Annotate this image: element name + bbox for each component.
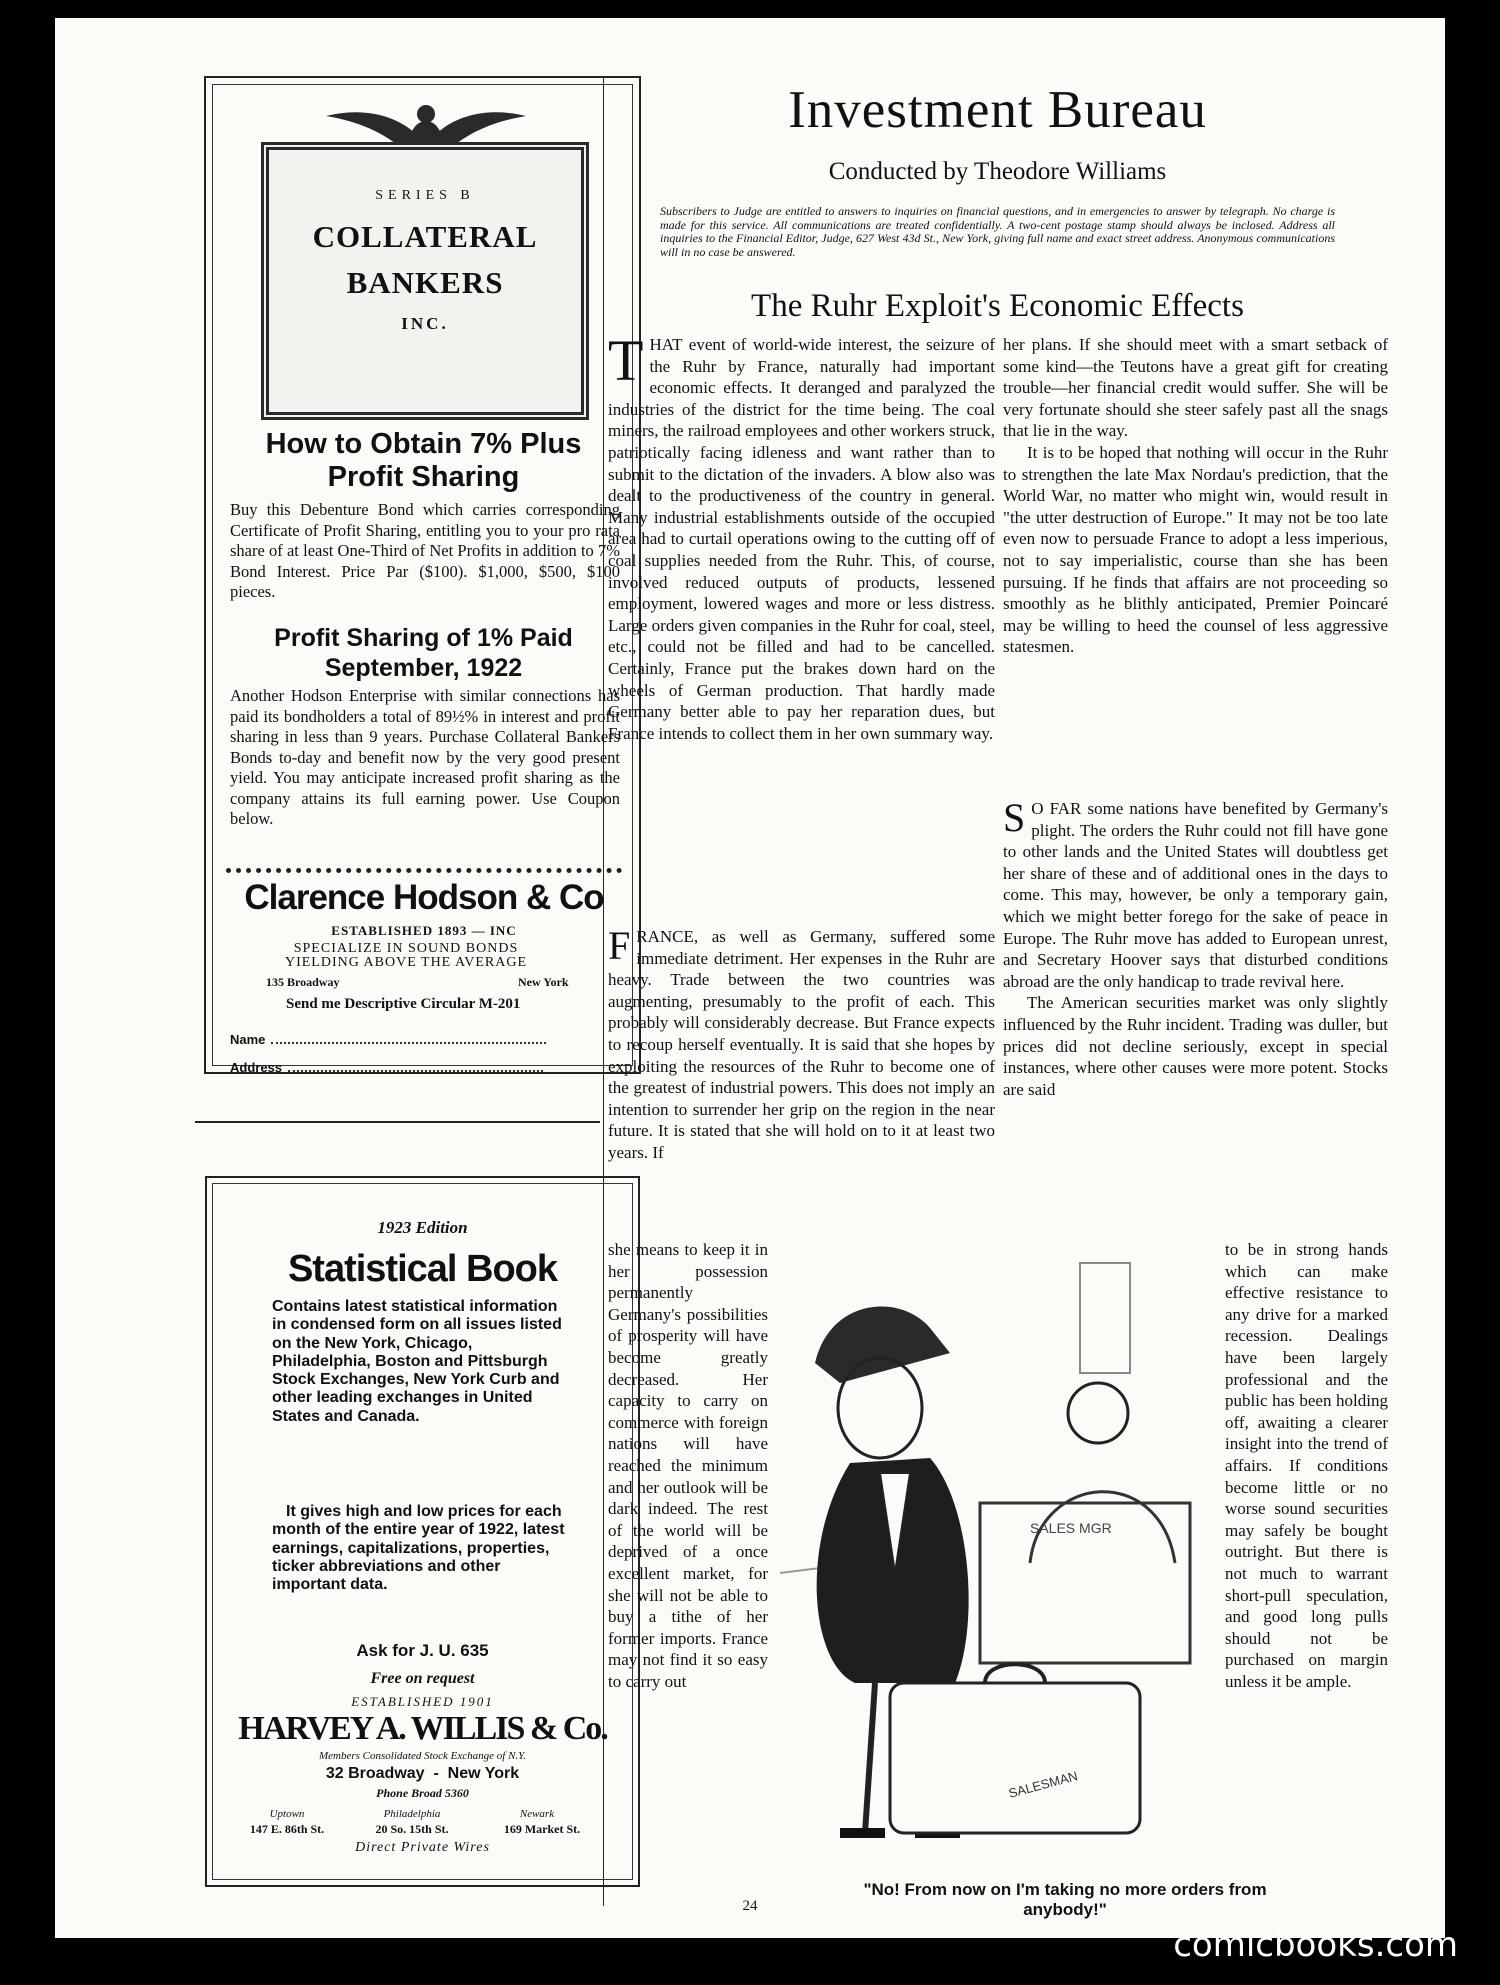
paragraph: It is to be hoped that nothing will occur in the Ruhr to strengthen the late Max Nordau's prediction, that the World War, no matter who might win, would result in "the utter destruction of Europe." It may not be too late even now to persuade France to adopt a less imperious, not to say imperialistic, course than she has been pursuing. If he finds that affairs are not proceeding so smoothly as he blithly anticipated, Premier Poincaré may be willing to heed the counsel of less aggressive statesmen.: [1003, 442, 1388, 657]
ad-body-2: Another Hodson Enterprise with similar connections has paid its bondholders a total of 89½% in interest and profit sharing in less than 9 years. Purchase Collateral Bankers Bonds to-day and benefit now by the very good present yield. You may anticipate increased profit sharing as the company attains its full earning power. Use Coupon below.: [230, 686, 620, 828]
ad2-ask: Ask for J. U. 635: [356, 1641, 489, 1660]
watermark: comicbooks.com: [1173, 1925, 1458, 1965]
ad-body-1: Buy this Debenture Bond which carries corresponding Certificate of Profit Sharing, entitling you to your pro rata share of at least One-Third of Net Profits in addition to 7% Bond Interest. Price Par ($100). $1,000, $500, $100 pieces.: [230, 500, 620, 601]
statistical-book-ad: [205, 1176, 640, 1887]
ad2-address: 32 Broadway - New York: [325, 1765, 520, 1782]
ad2-branch-label-2: Philadelphia: [383, 1808, 441, 1820]
paragraph: The American securities market was only slightly influenced by the Ruhr incident. Trading was duller, but prices did not decline seriously, except in special instances, where other causes were more potent. Stocks are said: [1003, 993, 1388, 1099]
article-column-2-part-2: [1003, 795, 1388, 1100]
article-column-1-narrow: [608, 1239, 768, 1692]
article-column-2: [1003, 334, 1388, 658]
address-label: Address: [230, 1060, 283, 1075]
ad2-wires: Direct Private Wires: [355, 1840, 490, 1855]
ad2-title: Statistical Book: [287, 1248, 558, 1290]
drop-cap: F: [608, 923, 631, 968]
subscriber-notice: Subscribers to Judge are entitled to answers to inquiries on financial questions, and in emergencies to answer by telegraph. No charge is made for this service. All communications are treated confidentially. A two-cent postage stamp should always be inclosed. Address all inquiries to the Financial Editor, Judge, 627 West 43d St., New York, giving full name and exact street address. Anonymous communications will in no case be answered.: [660, 204, 1335, 259]
firm-address-left: 135 Broadway: [266, 975, 340, 989]
coupon-address-field[interactable]: [230, 1060, 543, 1075]
article-column-2-narrow: [1225, 1239, 1388, 1692]
ad2-phone: Phone Broad 5360: [376, 1786, 469, 1800]
ad2-established: ESTABLISHED 1901: [351, 1694, 494, 1709]
firm-established: ESTABLISHED 1893 — INC: [331, 923, 517, 938]
byline: Conducted by Theodore Williams: [828, 158, 1167, 185]
banner-series: SERIES B: [375, 188, 475, 203]
paragraph: she means to keep it in her possession permanently Germany's possibilities of prosperity will have become greatly decreased. Her capacity to carry on commerce with foreign nations will have reached the minimum and her outlook will be dark indeed. The rest of the world will be deprived of a once excellent market, for she will not be able to buy a tithe of her former imports. France may not find it so easy to carry out: [608, 1240, 768, 1691]
ad2-body-2: It gives high and low prices for each month of the entire year of 1922, latest earnings, capitalizations, properties, ticker abbreviations and other important data.: [272, 1503, 565, 1594]
magazine-page: [55, 18, 1445, 1938]
bond-certificate-banner: [261, 142, 589, 420]
paragraph: FRANCE, as well as Germany, suffered some immediate detriment. Her expenses in the Ruhr are heavy. Trade between the two countries was augmenting, presumably to the profit of each. This probably will considerably decrease. But France expects to recoup herself eventually. It is said that she hopes by exploiting the resources of the Ruhr to become one of the greatest of industrial powers. This does not imply an intention to surrender her grip on the region in the near future. It is stated that she will hold on to it at least two years. If: [608, 923, 995, 1162]
ad-headline: How to Obtain 7% Plus Profit Sharing: [265, 428, 582, 493]
coupon-send: Send me Descriptive Circular M-201: [286, 996, 521, 1012]
ad2-branch-2: 20 So. 15th St.: [375, 1822, 449, 1836]
ad2-firm: HARVEY A. WILLIS & Co.: [238, 1710, 607, 1747]
firm-specialize: SPECIALIZE IN SOUND BONDS YIELDING ABOVE THE AVERAGE: [284, 941, 528, 970]
article-column-1: [608, 328, 995, 744]
firm-address-right: New York: [518, 975, 569, 989]
paragraph: to be in strong hands which can make effective resistance to any drive for a marked recession. Dealings have been largely professional and the public has been holding off, awaiting a clearer insight into the trend of affairs. If conditions become little or no worse sound securities may safely be bought outright. But there is not much to warrant short-pull speculation, and good long pulls should not be purchased on margin unless it be ample.: [1225, 1240, 1388, 1691]
ad2-edition: 1923 Edition: [377, 1218, 468, 1237]
ad2-members: Members Consolidated Stock Exchange of N.Y.: [318, 1750, 527, 1762]
collateral-bankers-ad: [204, 76, 644, 1075]
ad2-branch-label-1: Uptown: [269, 1808, 305, 1820]
banner-name: COLLATERAL BANKERS: [312, 219, 538, 300]
ad2-branch-label-3: Newark: [519, 1808, 555, 1820]
paragraph: THAT event of world-wide interest, the seizure of the Ruhr by France, naturally had important economic effects. It deranged and paralyzed the industries of the district for the time being. The coal miners, the railroad employees and other workers struck, patriotically facing idleness and want rather than to submit to the dictation of the invaders. A blow also was dealt to the productiveness of the country in general. Many industrial establishments outside of the occupied area had to curtail operations owing to the cutting off of coal supplies needed from the Ruhr. This, of course, involved reduced outputs of products, lessened employment, lowered wages and more or less distress. Large orders given companies in the Ruhr for coal, steel, etc., could not be filled and had to be cancelled. Certainly, France put the brakes down hard on the wheels of German production. That hardly made Germany better able to pay her reparation dues, but France intends to collect them in her own summary way.: [608, 328, 995, 743]
coupon-name-field[interactable]: [230, 1032, 546, 1047]
cartoon-illustration: [780, 1243, 1220, 1873]
page-title: Investment Bureau: [788, 81, 1207, 139]
firm-name: Clarence Hodson & Co: [244, 878, 604, 917]
name-label: Name: [230, 1032, 266, 1047]
illustration-caption: "No! From now on I'm taking no more orders from anybody!": [863, 1880, 1267, 1919]
article-column-1-part-2: [608, 923, 995, 1164]
ad2-body: Contains latest statistical information in condensed form on all issues listed on the New York, Chicago, Philadelphia, Boston and Pittsburgh Stock Exchanges, New York Curb and other leading exchanges in United States and Canada.: [272, 1298, 562, 1425]
desk-sign: SALES MGR: [1030, 1520, 1112, 1536]
banner-inc: INC.: [401, 314, 449, 333]
ad-divider: [195, 1121, 600, 1123]
ad2-branch-1: 147 E. 86th St.: [249, 1822, 325, 1836]
paragraph: S O FAR some nations have benefited by Germany's plight. The orders the Ruhr could not fill have gone to other lands and the United States will doubtless get her share of these and of additional ones in the days to come. This may, however, be only a temporary gain, which we might better forego for the sake of peace in Europe. The Ruhr move has added to European unrest, and Secretary Hoover says that disturbed conditions abroad are the only handicap to trade revival here.: [1003, 795, 1388, 991]
suitcase-label: SALESMAN: [1006, 1768, 1080, 1801]
paragraph: her plans. If she should meet with a smart setback of some kind—the Teutons have a great gift for creating trouble—her financial credit would suffer. She will be very fortunate should she steer safely past all the snags that lie in the way.: [1003, 335, 1388, 441]
ad2-free: Free on request: [370, 1670, 475, 1687]
article-headline: The Ruhr Exploit's Economic Effects: [751, 288, 1244, 324]
drop-cap: S: [1003, 795, 1026, 840]
drop-cap: T: [608, 328, 644, 393]
ad-subhead: Profit Sharing of 1% Paid September, 1922: [274, 624, 573, 682]
coupon-divider: [226, 868, 622, 873]
page-number: 24: [742, 1898, 758, 1914]
ad2-branch-3: 169 Market St.: [503, 1822, 581, 1836]
